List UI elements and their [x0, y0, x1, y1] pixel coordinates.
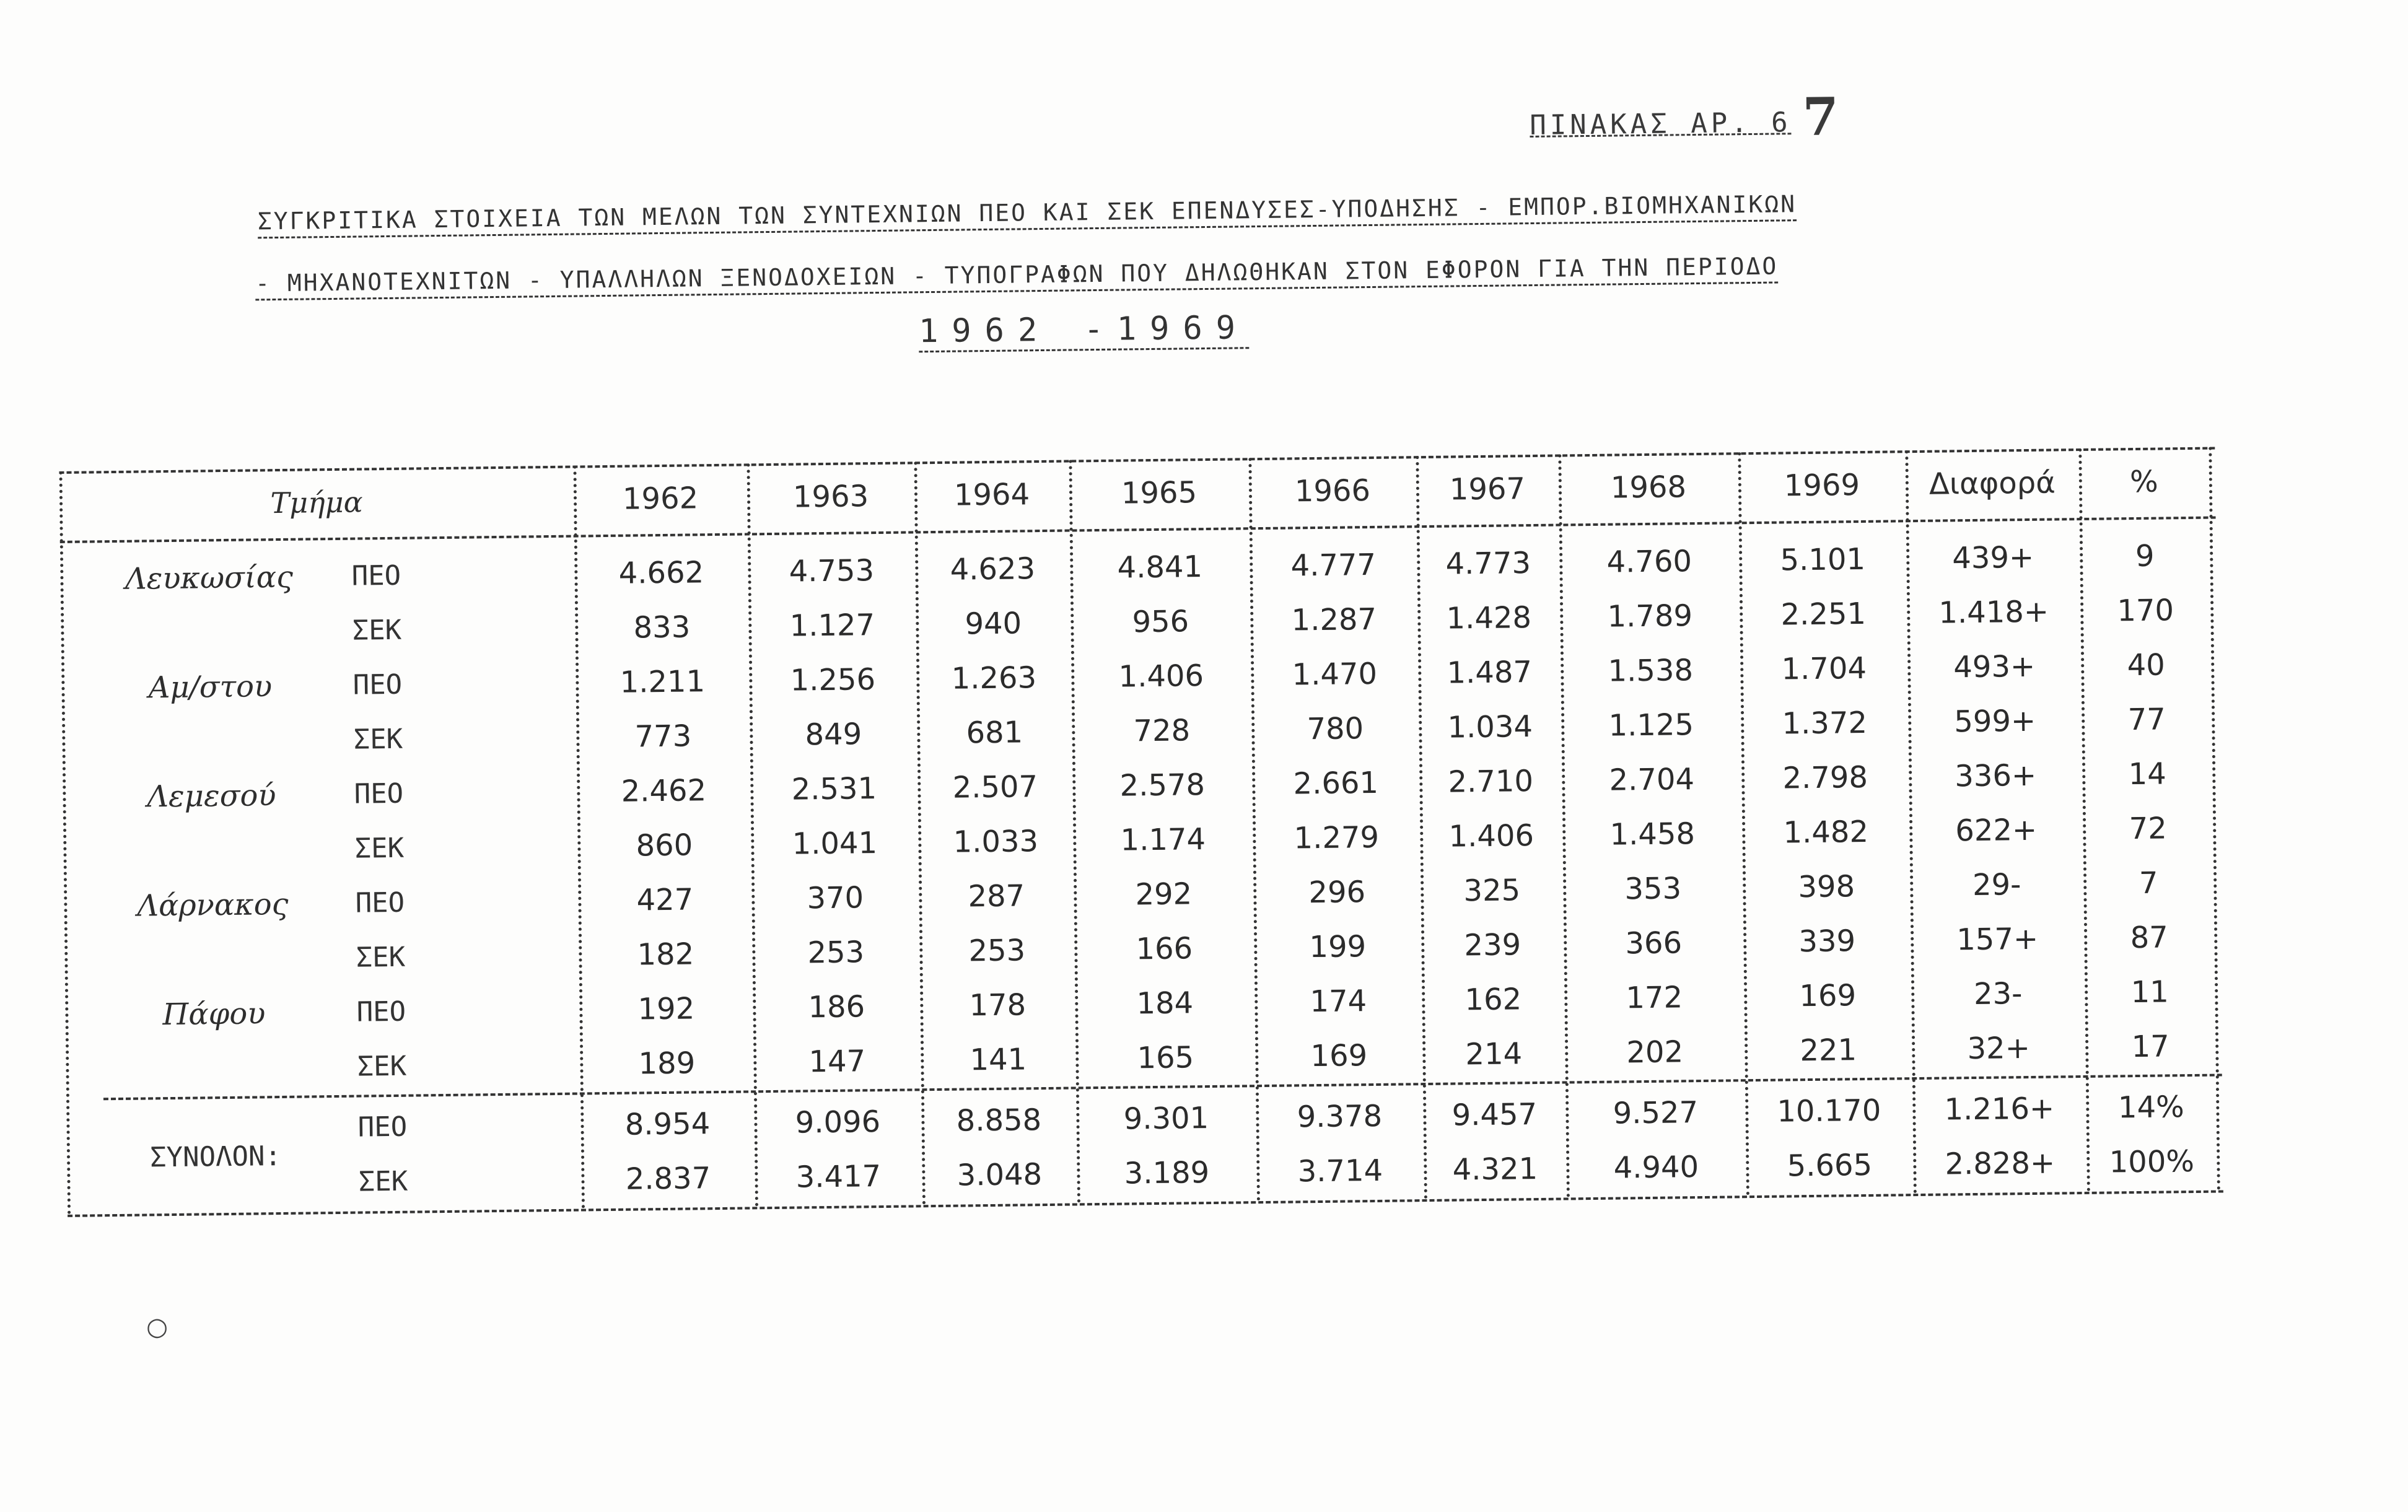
totals-cell: 3.048 [957, 1157, 1043, 1193]
table-cell: 87 [2130, 920, 2169, 956]
table-cell: 1.033 [953, 824, 1039, 860]
totals-cell: 14% [2117, 1090, 2184, 1125]
table-cell: 4.777 [1290, 547, 1377, 583]
totals-cell: 10.170 [1777, 1093, 1881, 1129]
union-name: ΣΕΚ [356, 941, 406, 974]
totals-cell: 2.828+ [1945, 1145, 2056, 1182]
table-cell: 1.406 [1118, 658, 1204, 694]
table-cell: 239 [1464, 927, 1521, 963]
table-cell: 32+ [1967, 1030, 2031, 1067]
totals-cell: 100% [2109, 1143, 2195, 1180]
table-cell: 214 [1465, 1036, 1523, 1072]
table-cell: 1.418+ [1938, 594, 2049, 631]
table-cell: 860 [636, 828, 693, 863]
table-cell: 77 [2127, 702, 2166, 738]
table-cell: 162 [1465, 982, 1522, 1018]
table-cell: 1.174 [1120, 822, 1206, 858]
union-name: ΣΕΚ [358, 1165, 408, 1198]
totals-cell: 9.457 [1451, 1097, 1538, 1133]
table-cell: 2.661 [1293, 765, 1379, 802]
table-cell: 780 [1307, 711, 1364, 747]
header-1966: 1966 [1294, 473, 1371, 509]
title-years: 1962 -1969 [918, 309, 1250, 351]
table-cell: 339 [1798, 924, 1856, 959]
table-cell: 940 [965, 606, 1022, 642]
totals-cell: 5.665 [1787, 1147, 1873, 1184]
table-cell: 2.710 [1448, 764, 1534, 800]
table-cell: 849 [805, 717, 862, 753]
region-name: Αμ/στου [148, 669, 273, 706]
region-name [99, 712, 323, 771]
table-cell: 493+ [1953, 649, 2036, 685]
title-line-1: ΣΥΓΚΡΙΤΙΚΑ ΣΤΟΙΧΕΙΑ ΤΩΝ ΜΕΛΩΝ ΤΩΝ ΣΥΝΤΕΧΝΙΩΝ ΠΕΟ ΚΑΙ ΣΕΚ ΕΠΕΝΔΥΣΕΣ-ΥΠΟΔΗΣΗΣ - ΕΜΠΟΡ.ΒΙΟΜΗΧΑΝΙΚΩΝ [257, 190, 1797, 235]
table-cell: 165 [1137, 1040, 1194, 1076]
table-cell: 336+ [1955, 758, 2037, 794]
region-name [102, 930, 325, 989]
table-cell: 184 [1136, 985, 1194, 1021]
table-cell: 2.507 [952, 769, 1038, 805]
table-cell: 398 [1798, 869, 1855, 905]
table-cell: 325 [1463, 873, 1521, 909]
union-name: ΣΕΚ [354, 832, 405, 865]
table-cell: 353 [1624, 871, 1682, 907]
table-cell: 4.773 [1445, 546, 1531, 582]
union-name: ΠΕΟ [357, 1111, 408, 1143]
table-cell: 189 [638, 1046, 696, 1082]
table-cell: 2.462 [621, 773, 707, 809]
table-cell: 157+ [1956, 921, 2039, 958]
table-cell: 1.704 [1781, 650, 1867, 687]
table-cell: 427 [636, 882, 694, 918]
table-cell: 292 [1135, 876, 1193, 912]
table-cell: 9 [2135, 538, 2155, 574]
totals-cell: 3.714 [1297, 1153, 1383, 1189]
totals-cell: 4.321 [1452, 1151, 1538, 1187]
totals-cell: 9.378 [1297, 1098, 1383, 1135]
table-cell: 192 [637, 991, 695, 1027]
table-cell: 170 [2117, 593, 2174, 629]
table-cell: 1.127 [789, 608, 875, 644]
table-cell: 5.101 [1780, 541, 1866, 578]
union-name: ΠΕΟ [352, 668, 403, 701]
table-cell: 23- [1973, 976, 2023, 1012]
totals-cell: 8.954 [624, 1106, 711, 1142]
header-1967: 1967 [1449, 471, 1526, 507]
table-cell: 956 [1132, 604, 1189, 640]
totals-cell: 2.837 [625, 1161, 711, 1197]
table-number [1530, 85, 1843, 151]
table-cell: 599+ [1954, 703, 2036, 740]
table-cell: 1.041 [792, 826, 878, 862]
table-cell: 2.704 [1609, 762, 1695, 798]
table-cell: 1.406 [1448, 818, 1535, 854]
table-cell: 17 [2131, 1029, 2170, 1065]
table-cell: 1.279 [1294, 819, 1380, 856]
table-cell: 1.428 [1446, 600, 1532, 636]
table-cell: 147 [808, 1044, 866, 1080]
table-cell: 169 [1310, 1038, 1368, 1074]
table-cell: 29- [1972, 867, 2021, 903]
table-cell: 182 [637, 937, 694, 972]
table-number-label: ΠΙΝΑΚΑΣ ΑΡ. 6 [1529, 107, 1792, 142]
totals-cell: 3.417 [795, 1159, 882, 1195]
table-cell: 14 [2128, 756, 2167, 792]
region-name [103, 1039, 326, 1098]
region-name: Λάρνακος [137, 886, 289, 924]
table-cell: 1.125 [1608, 707, 1694, 743]
totals-cell: 9.527 [1613, 1095, 1699, 1131]
table-cell: 2.578 [1119, 767, 1206, 803]
table-cell: 1.789 [1607, 598, 1693, 634]
header-1968: 1968 [1610, 470, 1687, 505]
union-name: ΠΕΟ [356, 995, 406, 1028]
table-cell: 169 [1799, 978, 1857, 1014]
table-cell: 1.211 [620, 664, 706, 700]
table-cell: 773 [634, 719, 692, 754]
table-cell: 2.251 [1780, 596, 1867, 632]
header-1962: 1962 [622, 481, 699, 517]
table-cell: 178 [969, 987, 1027, 1023]
table-cell: 1.256 [790, 662, 876, 698]
table-cell: 4.760 [1606, 544, 1692, 580]
totals-cell: 9.096 [795, 1104, 881, 1140]
table-cell: 4.841 [1117, 549, 1203, 585]
table-cell: 1.034 [1447, 709, 1533, 745]
region-name: Λευκωσίας [125, 559, 294, 596]
totals-cell: 8.858 [956, 1103, 1042, 1138]
table-cell: 1.487 [1447, 655, 1533, 691]
table-cell: 833 [633, 610, 691, 645]
table-cell: 4.623 [950, 551, 1036, 587]
table-cell: 728 [1133, 713, 1191, 749]
table-cell: 1.287 [1291, 601, 1377, 638]
region-name [100, 821, 324, 880]
header-1969: 1969 [1784, 468, 1860, 504]
table-cell: 72 [2129, 811, 2168, 847]
table-cell: 1.263 [951, 660, 1037, 696]
header-percent: % [2129, 464, 2158, 500]
table-cell: 370 [807, 880, 864, 916]
table-cell: 7 [2139, 865, 2158, 901]
table-cell: 296 [1308, 875, 1366, 911]
union-name: ΠΕΟ [354, 777, 404, 810]
header-1963: 1963 [792, 479, 869, 515]
union-name: ΠΕΟ [355, 886, 405, 919]
region-name [98, 603, 322, 662]
title-line-2: - ΜΗΧΑΝΟΤΕΧΝΙΤΩΝ - ΥΠΑΛΛΗΛΩΝ ΞΕΝΟΔΟΧΕΙΩΝ - ΤΥΠΟΓΡΑΦΩΝ ΠΟΥ ΔΗΛΩΘΗΚΑΝ ΣΤΟΝ ΕΦΟΡΟΝ ΓΙΑ ΤΗΝ ΠΕΡΙΟΔΟ [255, 252, 1779, 297]
table-cell: 253 [968, 933, 1026, 969]
table-cell: 2.798 [1782, 759, 1868, 796]
table-cell: 141 [970, 1042, 1027, 1078]
table-cell: 1.458 [1609, 816, 1696, 852]
totals-cell: 4.940 [1613, 1150, 1699, 1186]
header-1965: 1965 [1121, 475, 1197, 511]
table-cell: 1.372 [1782, 705, 1868, 741]
table-cell: 40 [2127, 647, 2166, 683]
handwritten-table-number: 7 [1802, 85, 1843, 148]
table-cell: 439+ [1952, 540, 2034, 576]
table-cell: 681 [966, 715, 1023, 751]
union-name: ΠΕΟ [351, 559, 401, 592]
table-cell: 221 [1800, 1033, 1857, 1068]
totals-cell: 1.216+ [1944, 1091, 2055, 1127]
table-cell: 166 [1136, 931, 1193, 967]
union-name: ΣΕΚ [352, 614, 402, 647]
table-cell: 366 [1625, 925, 1683, 961]
table-cell: 1.482 [1783, 814, 1869, 850]
table-cell: 174 [1310, 984, 1367, 1020]
totals-label: ΣΥΝΟΛΟΝ: [149, 1140, 282, 1174]
header-difference: Διαφορά [1929, 465, 2056, 502]
table-cell: 4.753 [789, 553, 875, 589]
table-cell: 253 [807, 935, 865, 971]
header-dept: Τμήμα [270, 485, 363, 520]
totals-cell: 3.189 [1124, 1155, 1210, 1191]
table-cell: 186 [808, 989, 865, 1025]
table-cell: 2.531 [791, 771, 877, 807]
table-cell: 11 [2130, 974, 2169, 1010]
table-cell: 199 [1309, 929, 1367, 965]
table-cell: 4.662 [618, 555, 704, 591]
table-cell: 1.470 [1292, 656, 1378, 693]
table-cell: 287 [968, 878, 1025, 914]
table-cell: 1.538 [1608, 653, 1694, 689]
scan-speck: ○ [146, 1313, 169, 1342]
region-name: Πάφου [162, 996, 266, 1033]
union-name: ΣΕΚ [353, 723, 403, 756]
table-cell: 172 [1626, 980, 1683, 1016]
table-cell: 202 [1626, 1034, 1684, 1070]
table-cell: 622+ [1955, 812, 2038, 849]
totals-cell: 9.301 [1123, 1101, 1209, 1137]
region-name: Λεμεσού [147, 778, 276, 815]
members-table [59, 447, 2223, 1221]
union-name: ΣΕΚ [357, 1050, 407, 1083]
header-1964: 1964 [953, 477, 1030, 513]
